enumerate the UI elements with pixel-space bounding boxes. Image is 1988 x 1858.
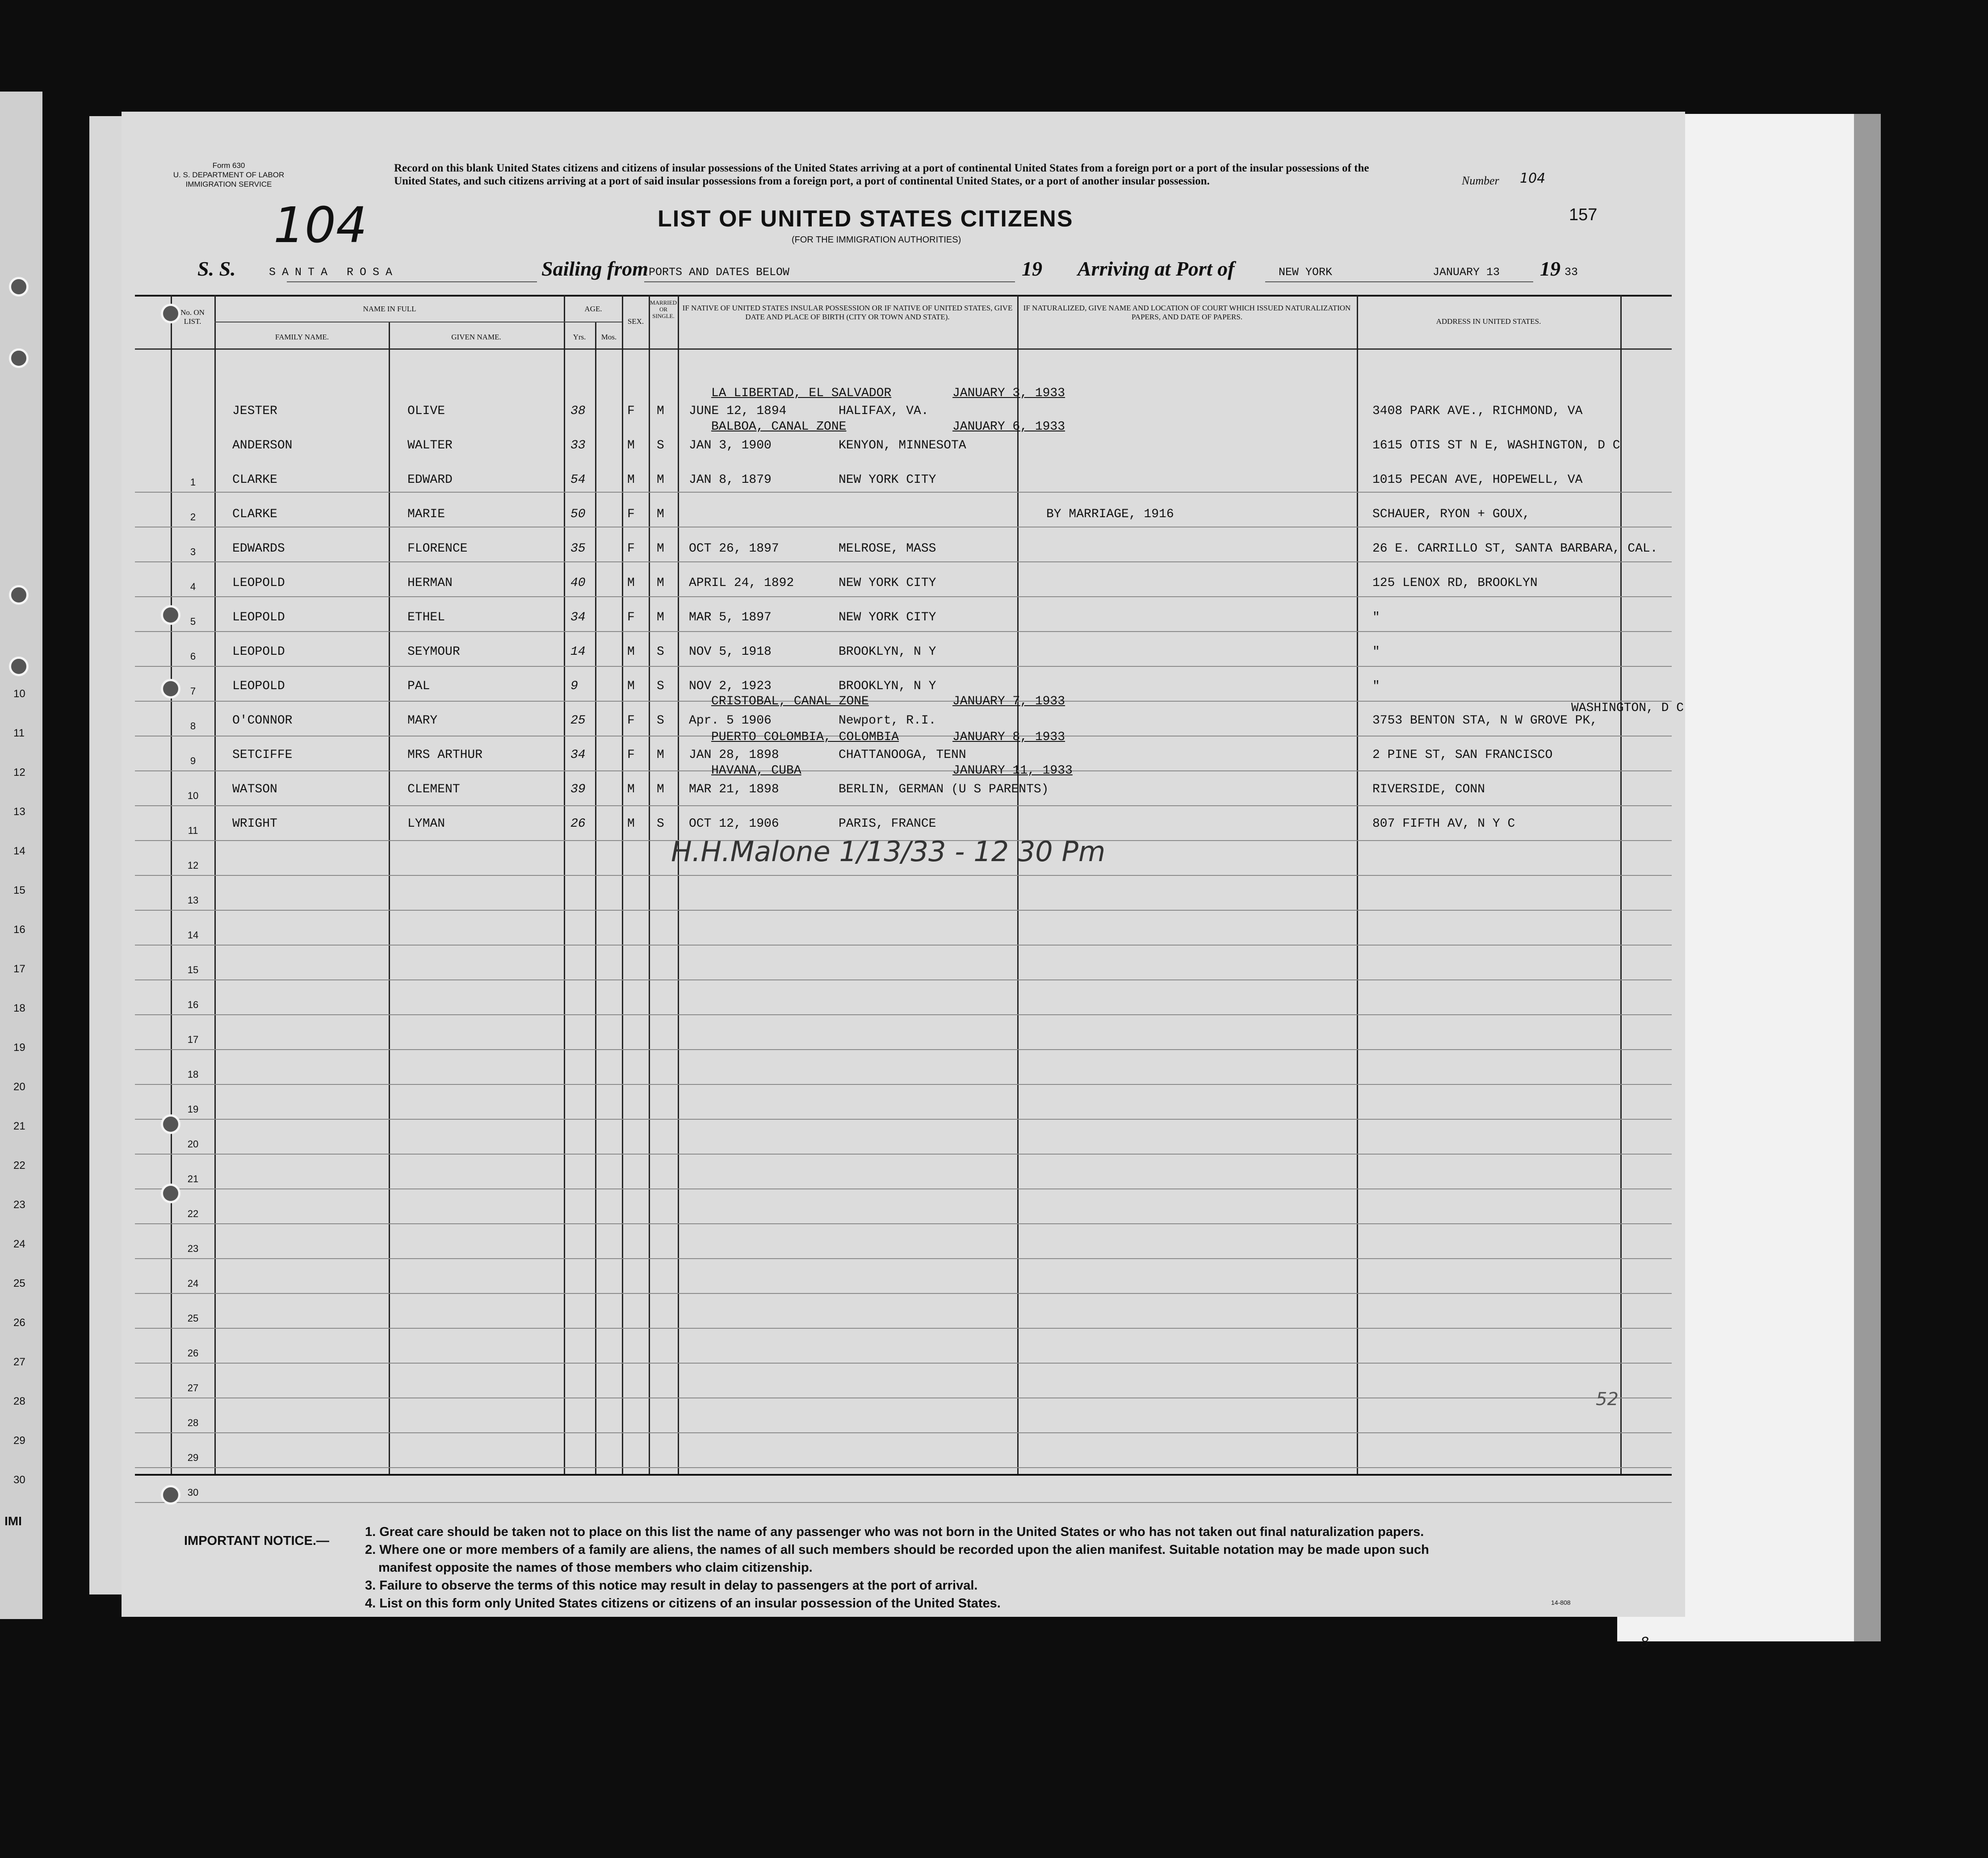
ship-name: SANTA ROSA — [269, 266, 399, 279]
cell-age: 14 — [570, 645, 586, 659]
cell-family: LEOPOLD — [232, 576, 285, 590]
address-extra: WASHINGTON, D C — [1571, 701, 1684, 715]
cell-birth-date: OCT 26, 1897 — [689, 542, 779, 556]
left-edge-number: 11 — [13, 727, 25, 739]
cell-birth-date: MAR 5, 1897 — [689, 611, 772, 624]
cell-birth-date: NOV 2, 1923 — [689, 679, 772, 693]
manifest-page — [122, 112, 1685, 1650]
binder-hole — [161, 1114, 180, 1134]
cell-ms: S — [657, 817, 664, 831]
binder-hole — [161, 304, 180, 323]
left-edge-number: 12 — [13, 766, 25, 778]
department: U. S. DEPARTMENT OF LABOR — [173, 171, 285, 179]
cell-family: ANDERSON — [232, 439, 293, 452]
row-rule — [135, 1502, 1672, 1503]
row-rule — [135, 1084, 1672, 1085]
row-rule — [135, 979, 1672, 980]
header-married: MARRIED OR SINGLE. — [650, 299, 677, 319]
port-place: BALBOA, CANAL ZONE — [711, 420, 847, 434]
binder-hole — [161, 679, 180, 699]
port-place: CRISTOBAL, CANAL ZONE — [711, 695, 869, 708]
cell-birth-date: JAN 8, 1879 — [689, 473, 772, 487]
cell-given: HERMAN — [407, 576, 453, 590]
cell-address: " — [1372, 611, 1380, 624]
row-rule — [135, 1258, 1672, 1259]
row-rule — [135, 910, 1672, 911]
form-code: 14-808 — [1551, 1599, 1571, 1606]
binder-hole — [9, 348, 29, 368]
binder-hole — [9, 585, 29, 605]
cell-given: OLIVE — [407, 404, 445, 418]
cell-sex: F — [627, 507, 635, 521]
row-number: 17 — [187, 1034, 199, 1045]
cell-birth-place: PARIS, FRANCE — [839, 817, 936, 831]
cell-address: RIVERSIDE, CONN — [1372, 783, 1485, 796]
cell-sex: M — [627, 645, 635, 659]
row-rule — [135, 631, 1672, 632]
cell-sex: M — [627, 783, 635, 796]
notice-item-3: 3. Failure to observe the terms of this notice may result in delay to passengers at the port of arrival. — [365, 1578, 978, 1593]
cell-address: 2 PINE ST, SAN FRANCISCO — [1372, 748, 1553, 762]
port-place: PUERTO COLOMBIA, COLOMBIA — [711, 730, 899, 744]
cell-sex: M — [627, 576, 635, 590]
row-rule — [135, 1154, 1672, 1155]
row-number: 2 — [190, 511, 196, 523]
cell-address: 3753 BENTON STA, N W GROVE PK, — [1372, 714, 1598, 728]
left-edge-number: 10 — [13, 688, 25, 700]
row-rule — [135, 1432, 1672, 1433]
cell-birth-place: CHATTANOOGA, TENN — [839, 748, 966, 762]
row-number: 27 — [187, 1382, 199, 1394]
cell-age: 39 — [570, 783, 586, 796]
header-age: AGE. — [584, 305, 602, 313]
left-edge-text: IMI — [4, 1514, 22, 1528]
cell-given: PAL — [407, 679, 430, 693]
header-address: ADDRESS IN UNITED STATES. — [1436, 317, 1541, 326]
cell-sex: F — [627, 542, 635, 556]
cell-birth-place: BROOKLYN, N Y — [839, 679, 936, 693]
cell-family: SETCIFFE — [232, 748, 293, 762]
cell-address: SCHAUER, RYON + GOUX, — [1372, 507, 1530, 521]
year-suffix: 33 — [1564, 266, 1578, 279]
year-label: 19 — [1022, 257, 1042, 280]
left-edge-number: 24 — [13, 1238, 25, 1250]
row-rule — [135, 1293, 1672, 1294]
form-header — [153, 161, 305, 189]
cell-address: 125 LENOX RD, BROOKLYN — [1372, 576, 1538, 590]
cell-given: CLEMENT — [407, 783, 460, 796]
left-edge-number: 23 — [13, 1199, 25, 1211]
row-number: 10 — [187, 790, 199, 801]
cell-age: 33 — [570, 439, 586, 452]
stamp-number: 157 — [1569, 205, 1598, 224]
cell-birth-date: JUNE 12, 1894 — [689, 404, 787, 418]
cell-ms: M — [657, 783, 664, 796]
row-number: 21 — [187, 1173, 199, 1184]
cell-birth-date: JAN 28, 1898 — [689, 748, 779, 762]
cell-sex: F — [627, 748, 635, 762]
page-subtitle: (FOR THE IMMIGRATION AUTHORITIES) — [792, 235, 961, 245]
cell-birth-place: NEW YORK CITY — [839, 473, 936, 487]
left-edge-number: 19 — [13, 1042, 25, 1054]
cell-given: MARIE — [407, 507, 445, 521]
row-rule — [135, 1363, 1672, 1364]
notice-item-1: 1. Great care should be taken not to place on this list the name of any passenger who was not born in the United States or who has not taken out final naturalization papers. — [365, 1525, 1424, 1539]
left-edge-number: 21 — [13, 1120, 25, 1132]
cell-age: 40 — [570, 576, 586, 590]
header-given-name: GIVEN NAME. — [451, 333, 501, 341]
sheet-shadow — [1854, 114, 1881, 1641]
arrival-date: JANUARY 13 — [1433, 266, 1500, 279]
row-number: 28 — [187, 1417, 199, 1428]
cell-birth-date: APRIL 24, 1892 — [689, 576, 794, 590]
header-family-name: FAMILY NAME. — [275, 333, 329, 341]
row-rule — [135, 736, 1672, 737]
cell-given: MRS ARTHUR — [407, 748, 483, 762]
header-yrs: Yrs. — [573, 333, 586, 341]
cell-given: FLORENCE — [407, 542, 468, 556]
sailing-from-label: Sailing from — [541, 257, 649, 280]
row-rule — [135, 805, 1672, 806]
notice-item-4: 4. List on this form only United States citizens or citizens of an insular possession of the United States. — [365, 1596, 1001, 1611]
cell-ms: M — [657, 507, 664, 521]
year-prefix: 19 — [1540, 257, 1560, 280]
row-number: 26 — [187, 1347, 199, 1359]
header-sex: SEX. — [627, 317, 644, 326]
number-label: Number — [1462, 174, 1499, 187]
cell-given: SEYMOUR — [407, 645, 460, 659]
cell-address: 26 E. CARRILLO ST, SANTA BARBARA, CAL. — [1372, 542, 1658, 556]
cell-birth-place: NEW YORK CITY — [839, 576, 936, 590]
cell-birth-date: MAR 21, 1898 — [689, 783, 779, 796]
cell-sex: F — [627, 404, 635, 418]
row-number: 13 — [187, 895, 199, 906]
row-number: 16 — [187, 999, 199, 1010]
cell-ms: M — [657, 473, 664, 487]
row-number: 18 — [187, 1069, 199, 1080]
row-rule — [135, 561, 1672, 562]
port-date: JANUARY 8, 1933 — [952, 730, 1065, 744]
left-edge-number: 30 — [13, 1474, 25, 1486]
cell-given: MARY — [407, 714, 438, 728]
cell-sex: M — [627, 679, 635, 693]
cell-ms: S — [657, 679, 664, 693]
handwritten-number: 104 — [273, 197, 367, 254]
cell-sex: M — [627, 817, 635, 831]
port-value: NEW YORK — [1279, 266, 1333, 279]
row-number: 15 — [187, 964, 199, 975]
cell-age: 25 — [570, 714, 586, 728]
cell-ms: M — [657, 748, 664, 762]
cell-family: JESTER — [232, 404, 277, 418]
form-number: Form 630 — [212, 161, 245, 170]
cell-family: WRIGHT — [232, 817, 277, 831]
notice-label: IMPORTANT NOTICE.— — [184, 1534, 329, 1548]
header-name-in-full: NAME IN FULL — [363, 305, 416, 313]
cell-family: EDWARDS — [232, 542, 285, 556]
cell-family: LEOPOLD — [232, 611, 285, 624]
left-edge-number: 17 — [13, 963, 25, 975]
row-number: 1 — [190, 477, 196, 488]
col-divider-no — [171, 295, 172, 1474]
row-number: 5 — [190, 616, 196, 627]
left-edge-number: 14 — [13, 845, 25, 857]
row-number: 6 — [190, 651, 196, 662]
left-edge-number: 20 — [13, 1081, 25, 1093]
cell-ms: S — [657, 439, 664, 452]
row-number: 14 — [187, 929, 199, 941]
row-rule — [135, 1223, 1672, 1224]
cell-given: WALTER — [407, 439, 453, 452]
row-number: 4 — [190, 581, 196, 592]
row-rule — [135, 875, 1672, 876]
row-number: 20 — [187, 1138, 199, 1150]
cell-birth-place: KENYON, MINNESOTA — [839, 439, 966, 452]
row-number: 30 — [187, 1487, 199, 1498]
cell-birth-place: BERLIN, GERMAN (U S PARENTS) — [839, 783, 1049, 796]
service: IMMIGRATION SERVICE — [185, 180, 272, 188]
row-number: 12 — [187, 860, 199, 871]
cell-age: 50 — [570, 507, 586, 521]
binder-hole — [161, 605, 180, 625]
corner-mark: 8 — [1640, 1635, 1649, 1650]
cell-age: 54 — [570, 473, 586, 487]
cell-sex: M — [627, 473, 635, 487]
left-edge-number: 16 — [13, 924, 25, 936]
cell-birth-place: Newport, R.I. — [839, 714, 936, 728]
notice-item-2: 2. Where one or more members of a family are aliens, the names of all such members should be recorded upon the alien manifest. Suitable notation may be made upon such — [365, 1543, 1429, 1557]
row-number: 11 — [188, 825, 198, 836]
cell-birth-date: OCT 12, 1906 — [689, 817, 779, 831]
binder-hole — [161, 1184, 180, 1203]
row-rule — [135, 492, 1672, 493]
cell-family: LEOPOLD — [232, 679, 285, 693]
left-edge-number: 18 — [13, 1002, 25, 1014]
row-rule — [135, 1467, 1672, 1468]
cell-family: CLARKE — [232, 507, 277, 521]
cell-given: ETHEL — [407, 611, 445, 624]
port-date: JANUARY 11, 1933 — [952, 764, 1073, 778]
left-edge-number: 13 — [13, 806, 25, 818]
inspector-signature: H.H.Malone 1/13/33 - 12 30 Pm — [671, 835, 1106, 868]
left-edge-number: 28 — [13, 1395, 25, 1407]
row-rule — [135, 1188, 1672, 1189]
cell-ms: M — [657, 404, 664, 418]
cell-given: LYMAN — [407, 817, 445, 831]
cell-birth-place: HALIFAX, VA. — [839, 404, 929, 418]
row-rule — [135, 1014, 1672, 1015]
row-rule — [135, 770, 1672, 771]
binder-hole — [9, 277, 29, 297]
cell-age: 26 — [570, 817, 586, 831]
row-number: 22 — [187, 1208, 199, 1219]
cell-ms: S — [657, 714, 664, 728]
arriving-label: Arriving at Port of — [1078, 257, 1235, 280]
cell-birth-place: MELROSE, MASS — [839, 542, 936, 556]
cell-sex: M — [627, 439, 635, 452]
left-edge-number: 26 — [13, 1317, 25, 1329]
row-rule — [135, 701, 1672, 702]
cell-family: LEOPOLD — [232, 645, 285, 659]
cell-age: 34 — [570, 611, 586, 624]
port-date: JANUARY 6, 1933 — [952, 420, 1065, 434]
row-rule — [135, 1119, 1672, 1120]
left-edge-number: 27 — [13, 1356, 25, 1368]
row-number: 24 — [187, 1278, 199, 1289]
cell-ms: M — [657, 542, 664, 556]
header-native: IF NATIVE OF UNITED STATES INSULAR POSSESSION OR IF NATIVE OF UNITED STATES, GIVE DATE AND PLACE OF BIRTH (CITY OR TOWN AND STATE). — [682, 304, 1013, 321]
number-value: 104 — [1520, 171, 1546, 186]
sailing-from-value: PORTS AND DATES BELOW — [649, 266, 790, 279]
cell-birth-place: NEW YORK CITY — [839, 611, 936, 624]
row-number: 29 — [187, 1452, 199, 1463]
binder-hole — [9, 657, 29, 676]
left-edge-number: 29 — [13, 1435, 25, 1447]
cell-naturalized: BY MARRIAGE, 1916 — [1046, 507, 1174, 521]
row-number: 9 — [190, 755, 196, 766]
cell-given: EDWARD — [407, 473, 453, 487]
ss-label: S. S. — [197, 257, 236, 280]
binder-hole — [161, 1485, 180, 1505]
left-edge-number: 15 — [13, 884, 25, 896]
row-rule — [135, 945, 1672, 946]
left-edge-number: 22 — [13, 1159, 25, 1172]
cell-age: 35 — [570, 542, 586, 556]
cell-ms: M — [657, 611, 664, 624]
row-number: 3 — [190, 546, 196, 557]
row-rule — [135, 1049, 1672, 1050]
cell-address: " — [1372, 645, 1380, 659]
cell-age: 38 — [570, 404, 586, 418]
row-number: 19 — [187, 1104, 199, 1115]
port-date: JANUARY 3, 1933 — [952, 386, 1065, 400]
row-number: 23 — [187, 1243, 199, 1254]
cell-ms: S — [657, 645, 664, 659]
header-no: No. ON LIST. — [180, 308, 205, 326]
row-number: 8 — [190, 720, 196, 732]
header-mos: Mos. — [601, 333, 617, 341]
page-title: LIST OF UNITED STATES CITIZENS — [658, 206, 1074, 232]
cell-birth-date: JAN 3, 1900 — [689, 439, 772, 452]
cell-sex: F — [627, 714, 635, 728]
cell-sex: F — [627, 611, 635, 624]
cell-birth-place: BROOKLYN, N Y — [839, 645, 936, 659]
cell-family: WATSON — [232, 783, 277, 796]
notice-item-2-cont: manifest opposite the names of those members who claim citizenship. — [378, 1561, 813, 1575]
cell-address: 3408 PARK AVE., RICHMOND, VA — [1372, 404, 1583, 418]
cell-address: 807 FIFTH AV, N Y C — [1372, 817, 1515, 831]
cell-birth-date: NOV 5, 1918 — [689, 645, 772, 659]
bottom-page-number: 52 — [1596, 1389, 1619, 1410]
left-edge-number: 25 — [13, 1277, 25, 1289]
record-instructions: Record on this blank United States citizens and citizens of insular possessions of the United States arriving at a port of continental United States from a foreign port or a port of the insular possessions of the United States, and such citizens arriving at a port of said insular possessions from a foreign port, a port of continental United States, or a port of another insular possession. — [394, 162, 1369, 187]
port-place: LA LIBERTAD, EL SALVADOR — [711, 386, 892, 400]
cell-address: 1015 PECAN AVE, HOPEWELL, VA — [1372, 473, 1583, 487]
cell-ms: M — [657, 576, 664, 590]
cell-address: 1615 OTIS ST N E, WASHINGTON, D C — [1372, 439, 1620, 452]
cell-address: " — [1372, 679, 1380, 693]
row-number: 25 — [187, 1313, 199, 1324]
header-naturalized: IF NATURALIZED, GIVE NAME AND LOCATION OF COURT WHICH ISSUED NATURALIZATION PAPERS, AND DATE OF PAPERS. — [1023, 304, 1351, 321]
row-number: 7 — [190, 686, 196, 697]
port-date: JANUARY 7, 1933 — [952, 695, 1065, 708]
cell-family: O'CONNOR — [232, 714, 293, 728]
row-rule — [135, 1328, 1672, 1329]
cell-birth-date: Apr. 5 1906 — [689, 714, 772, 728]
cell-family: CLARKE — [232, 473, 277, 487]
row-rule — [135, 666, 1672, 667]
row-rule — [135, 596, 1672, 597]
cell-age: 34 — [570, 748, 586, 762]
cell-age: 9 — [570, 679, 578, 693]
port-place: HAVANA, CUBA — [711, 764, 801, 778]
